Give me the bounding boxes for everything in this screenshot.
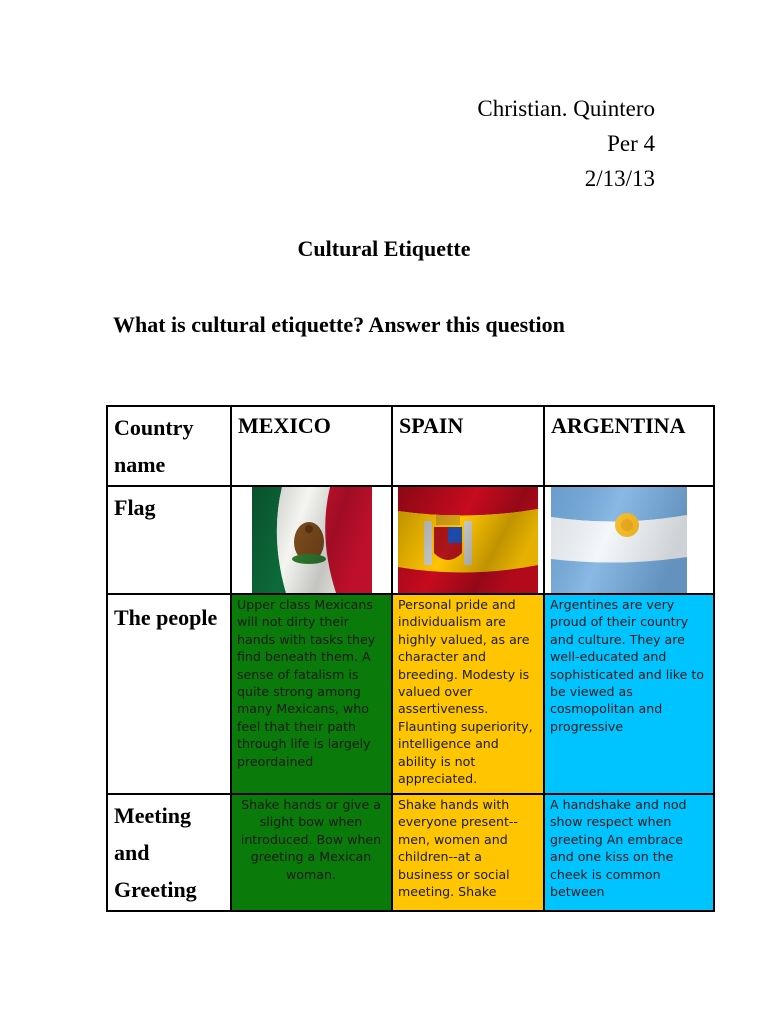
flag-row: [107, 486, 714, 594]
spain-people-cell: Personal pride and individualism are highly valued, as are character and breeding. Modesty is valued over assertiveness. Flaunting superiority, intelligence and ability is not appreciated.: [392, 594, 544, 794]
spain-meeting-cell: Shake hands with everyone present--men, women and children--at a business or social meeting. Shake: [392, 794, 544, 911]
argentina-people-cell: Argentines are very proud of their country and culture. They are well-educated and sophisticated and like to be viewed as cosmopolitan and progressive: [544, 594, 714, 794]
people-row: [107, 594, 714, 794]
row-label-meeting: Meeting and Greeting: [107, 794, 231, 911]
mexico-flag-cell: [231, 486, 392, 594]
country-header-argentina: ARGENTINA: [544, 406, 714, 486]
document-date: 2/13/13: [584, 166, 655, 191]
etiquette-table: [106, 405, 715, 912]
country-header-spain: SPAIN: [392, 406, 544, 486]
author-name: Christian. Quintero: [477, 96, 655, 121]
argentina-flag-image: [551, 487, 687, 593]
country-header-mexico: MEXICO: [231, 406, 392, 486]
argentina-meeting-cell: A handshake and nod show respect when greeting An embrace and one kiss on the cheek is common between: [544, 794, 714, 911]
argentina-flag-cell: [544, 486, 714, 594]
row-label-country: Country name: [107, 406, 231, 486]
row-label-people: The people: [107, 594, 231, 794]
mexico-meeting-cell: Shake hands or give a slight bow when introduced. Bow when greeting a Mexican woman.: [231, 794, 392, 911]
mexico-people-cell: Upper class Mexicans will not dirty their hands with tasks they find beneath them. A sense of fatalism is quite strong among many Mexicans, who feel that their path through life is largely preordained: [231, 594, 392, 794]
question-heading: What is cultural etiquette? Answer this question: [113, 312, 565, 337]
country-row: [107, 406, 714, 486]
document-title: Cultural Etiquette: [297, 236, 471, 261]
mexico-flag-image: [252, 487, 372, 593]
spain-flag-cell: [392, 486, 544, 594]
class-period: Per 4: [607, 131, 655, 156]
meeting-row: [107, 794, 714, 911]
row-label-flag: Flag: [107, 486, 231, 594]
spain-flag-image: [398, 487, 538, 593]
